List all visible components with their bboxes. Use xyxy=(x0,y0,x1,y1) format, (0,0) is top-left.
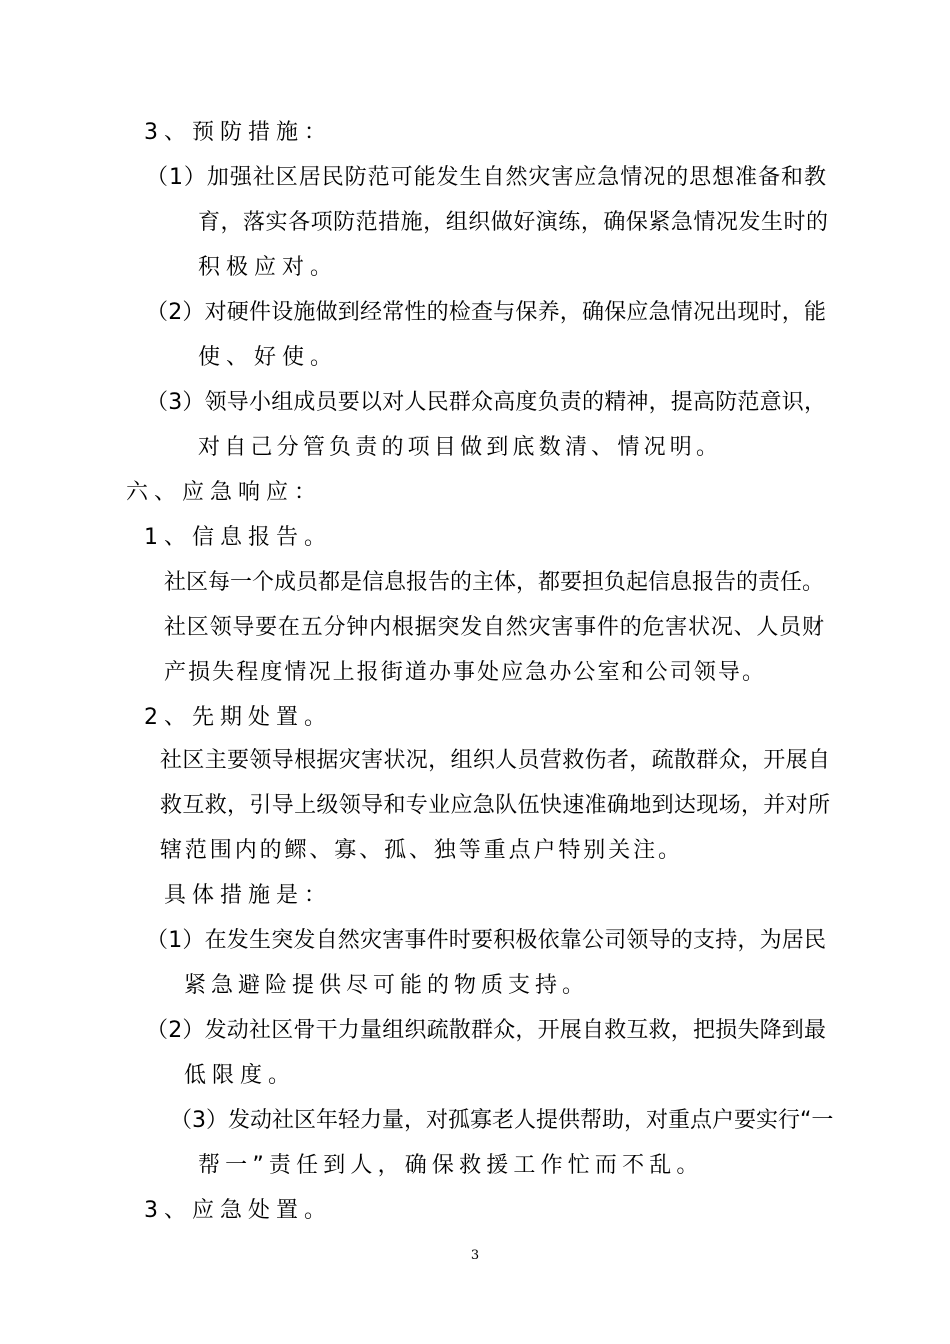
prevention-item-3-line-1: （3）领导小组成员要以对人民群众高度负责的精神，提高防范意识， xyxy=(146,390,827,415)
measure-3-line-1: （3）发动社区年轻力量，对孤寡老人提供帮助，对重点户要实行“一 xyxy=(170,1108,834,1133)
measure-1-line-2: 紧急避险提供尽可能的物质支持。 xyxy=(184,973,590,998)
initial-response-para-line-1: 社区主要领导根据灾害状况，组织人员营救伤者，疏散群众，开展自 xyxy=(160,748,831,773)
prevention-item-1-line-3: 积极应对。 xyxy=(198,255,339,280)
page-number: 3 xyxy=(470,1248,480,1263)
info-report-para-line-2: 社区领导要在五分钟内根据突发自然灾害事件的危害状况、人员财 xyxy=(164,615,825,640)
prevention-item-3-line-2: 对自己分管负责的项目做到底数清、情况明。 xyxy=(198,435,723,460)
section-six-heading: 六、应急响应： xyxy=(126,480,323,505)
subheading-initial-response: 2、先期处置。 xyxy=(144,705,332,730)
subheading-info-report: 1、信息报告。 xyxy=(144,525,332,550)
info-report-para-line-1: 社区每一个成员都是信息报告的主体，都要担负起信息报告的责任。 xyxy=(164,570,825,595)
initial-response-para-line-2: 救互救，引导上级领导和专业应急队伍快速准确地到达现场，并对所 xyxy=(160,793,831,818)
prevention-item-2-line-1: （2）对硬件设施做到经常性的检查与保养，确保应急情况出现时，能 xyxy=(146,300,827,325)
heading-prevention: 3、预防措施： xyxy=(144,120,332,145)
prevention-item-2-line-2: 使、好使。 xyxy=(198,345,339,370)
info-report-para-line-3: 产损失程度情况上报街道办事处应急办公室和公司领导。 xyxy=(164,660,767,685)
measure-2-line-2: 低限度。 xyxy=(184,1063,297,1088)
initial-response-para-line-3: 辖范围内的鳏、寡、孤、独等重点户特别关注。 xyxy=(160,838,683,863)
measure-1-line-1: （1）在发生突发自然灾害事件时要积极依靠公司领导的支持，为居民 xyxy=(146,928,827,953)
prevention-item-1-line-2: 育，落实各项防范措施，组织做好演练，确保紧急情况发生时的 xyxy=(198,210,829,235)
measure-2-line-1: （2）发动社区骨干力量组织疏散群众，开展自救互救，把损失降到最 xyxy=(146,1018,827,1043)
prevention-item-1-line-1: （1）加强社区居民防范可能发生自然灾害应急情况的思想准备和教 xyxy=(146,165,827,190)
specific-measures-heading: 具体措施是： xyxy=(164,883,333,908)
subheading-emergency-response: 3、应急处置。 xyxy=(144,1198,332,1223)
measure-3-line-2: 帮一”责任到人，确保救援工作忙而不乱。 xyxy=(198,1153,704,1178)
